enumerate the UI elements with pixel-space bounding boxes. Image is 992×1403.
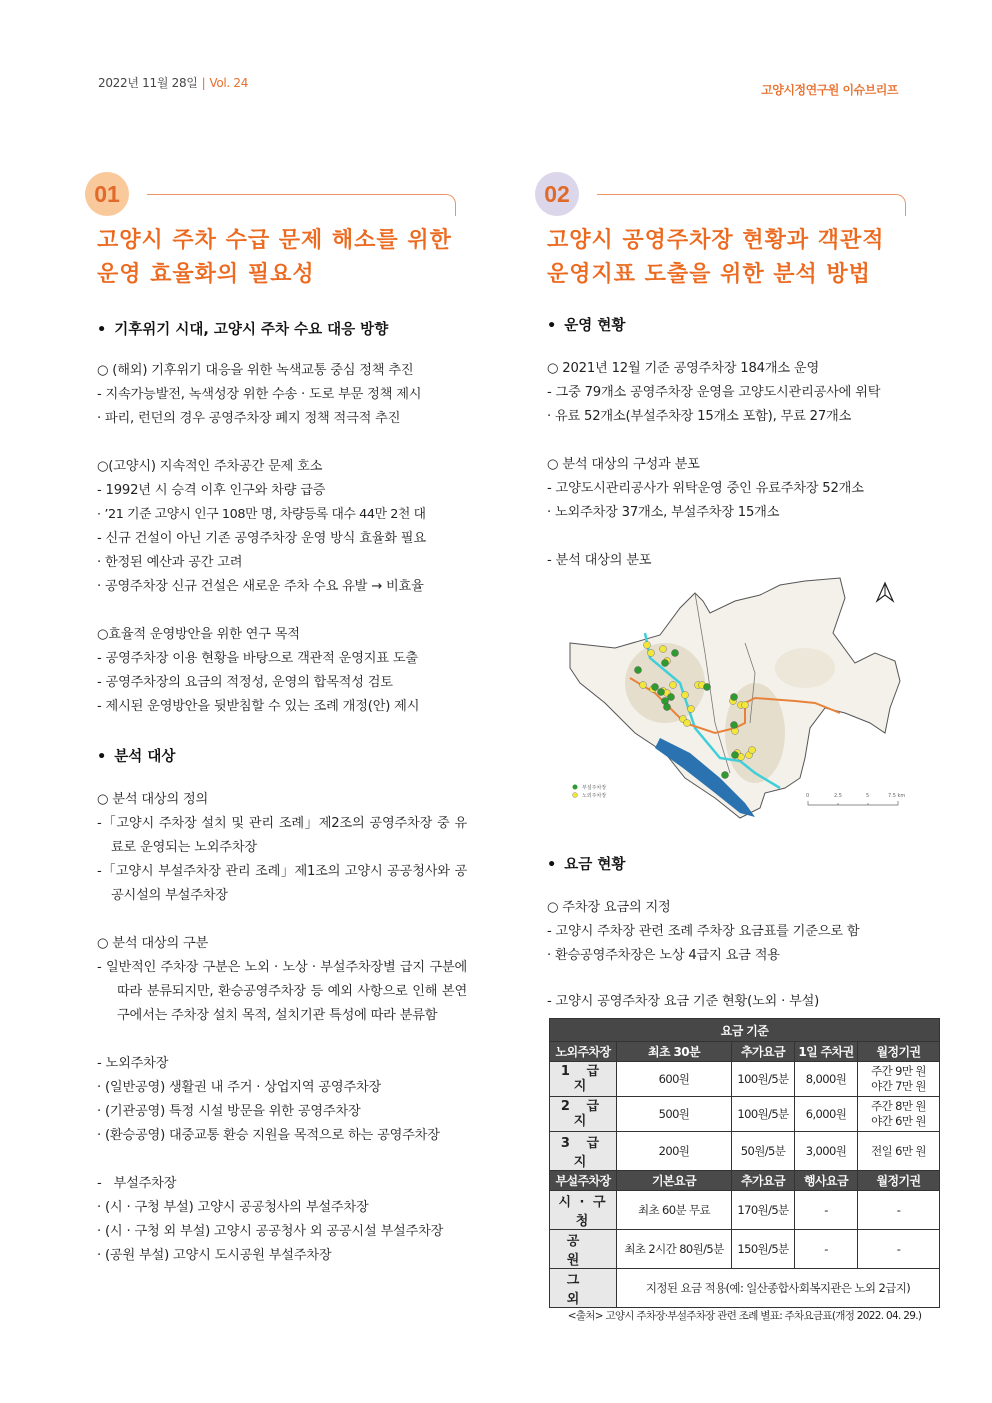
issue-date: 2022년 11월 28일: [98, 76, 198, 90]
section-02-title: [547, 224, 940, 292]
table-cell: 3,000원: [795, 1132, 858, 1171]
text-line: · 노외주차장 37개소, 부설주차장 15개소: [547, 505, 780, 520]
heading-operation-status: • 운영 현황: [547, 314, 940, 335]
map-graphic: [555, 573, 925, 823]
offstreet-parking-point: [688, 706, 695, 713]
attached-parking-point: [722, 772, 729, 779]
block-offstreet: [97, 1052, 465, 1148]
table-row: [550, 1132, 940, 1171]
table-cell: -: [795, 1230, 858, 1269]
block-attached: [97, 1172, 465, 1268]
table-cell: 최초 2시간 80원/5분: [617, 1230, 732, 1269]
text-line: ○ 분석 대상의 정의: [97, 792, 209, 807]
table-cell: 200원: [617, 1132, 732, 1171]
table-cell: 최초 60분 무료: [617, 1191, 732, 1230]
attached-parking-point: [652, 684, 659, 691]
issue-date-volume: [98, 74, 248, 91]
text-line: -「고양시 주차장 설치 및 관리 조례」제2조의 공영주차장 중 유료로 운영되는 노외주차장: [97, 816, 467, 855]
grade-cell: 3 급 지: [550, 1132, 617, 1171]
column-header: 최초 30분: [617, 1042, 732, 1062]
text-line: - 1992년 시 승격 이후 인구와 차량 급증: [97, 483, 326, 498]
text-line: · 파리, 런던의 경우 공영주차장 폐지 정책 적극적 추진: [97, 411, 401, 426]
attached-parking-point: [731, 694, 738, 701]
text-line: · ’21 기준 고양시 인구 108만 명, 차량등록 대수 44만 2천 대: [97, 507, 426, 522]
text-line: ○ 분석 대상의 구성과 분포: [547, 457, 700, 472]
section-02: [535, 172, 940, 1323]
text-line: - 부설주차장: [97, 1176, 177, 1191]
attached-parking-point: [664, 704, 671, 711]
text-line: · 유료 52개소(부설주차장 15개소 포함), 무료 27개소: [547, 409, 852, 424]
text-line: - 공영주차장의 요금의 적정성, 운영의 합목적성 검토: [97, 675, 393, 690]
north-arrow-icon: [877, 583, 893, 601]
text-line: - 노외주차장: [97, 1056, 169, 1071]
scale-tick: 0: [806, 793, 810, 799]
attached-parking-point: [635, 667, 642, 674]
text-line: - 공영주차장 이용 현황을 바탕으로 객관적 운영지표 도출: [97, 651, 418, 666]
text-line: · 공영주차장 신규 건설은 새로운 주차 수요 유발 → 비효율: [97, 579, 424, 594]
text-line: - 그중 79개소 공영주차장 운영을 고양도시관리공사에 위탁: [547, 385, 881, 400]
text-line: ○(고양시) 지속적인 주차공간 문제 호소: [97, 459, 323, 474]
publication-name: 고양시정연구원 이슈브리프: [761, 83, 898, 97]
title-line-1: 고양시 주차 수급 문제 해소를 위한: [97, 228, 452, 253]
block-research-goal: [97, 623, 465, 719]
attached-parking-point: [731, 722, 738, 729]
offstreet-parking-point: [644, 642, 651, 649]
block-composition: [547, 453, 940, 525]
table-cell: [858, 1097, 940, 1132]
scale-bar: [806, 793, 905, 805]
grade-cell: 1 급 지: [550, 1062, 617, 1097]
block-overseas: [97, 359, 465, 431]
title-line-2: 운영지표 도출을 위한 분석 방법: [547, 262, 871, 287]
section-header-line: [147, 194, 456, 216]
text-line: · (환승공영) 대중교통 환승 지원을 목적으로 하는 공영주차장: [97, 1128, 440, 1143]
block-fee-designation: [547, 896, 940, 968]
attached-parking-point: [704, 684, 711, 691]
text-line: - 일반적인 주차장 구분은 노외 · 노상 · 부설주차장별 급지 구분에 따라 분류되지만, 환승공영주차장 등 예외 사항으로 인해 본연구에서는 주차장 설치 목적, 설치기관 특성에 따라 분류함: [97, 960, 467, 1023]
column-header: 행사요금: [795, 1171, 858, 1191]
text-line: · 환승공영주차장은 노상 4급지 요금 적용: [547, 948, 780, 963]
type-cell: 시 · 구청: [550, 1191, 617, 1230]
attached-parking-point: [658, 689, 665, 696]
table-row: [550, 1191, 940, 1230]
text-line: ○ (해외) 기후위기 대응을 위한 녹색교통 중심 정책 추진: [97, 363, 414, 378]
map-caption: - 분석 대상의 분포: [547, 553, 652, 568]
scale-tick: 2.5: [834, 793, 842, 799]
table-caption: - 고양시 공영주차장 요금 기준 현황(노외 · 부설): [547, 994, 820, 1009]
table-cell: 6,000원: [795, 1097, 858, 1132]
legend-offstreet-label: 노외주차장: [582, 793, 607, 799]
legend-attached-label: 부설주차장: [582, 785, 607, 791]
legend-attached-marker: [573, 785, 578, 790]
volume-number: Vol. 24: [209, 76, 249, 90]
table-row: [550, 1230, 940, 1269]
attached-header-row: [550, 1171, 940, 1191]
legend-offstreet-marker: [573, 793, 578, 798]
table-cell: 50원/5분: [732, 1132, 795, 1171]
header-separator: |: [201, 76, 206, 90]
text-line: ○ 2021년 12월 기준 공영주차장 184개소 운영: [547, 361, 819, 376]
title-line-2: 운영 효율화의 필요성: [97, 262, 315, 287]
title-line-1: 고양시 공영주차장 현황과 객관적: [547, 228, 885, 253]
text-line: · (공원 부설) 고양시 도시공원 부설주차장: [97, 1248, 332, 1263]
table-cell: 150원/5분: [732, 1230, 795, 1269]
column-header: 추가요금: [732, 1042, 795, 1062]
section-01: [85, 172, 465, 1268]
column-header: 1일 주차권: [795, 1042, 858, 1062]
section-number-badge: 02: [535, 172, 579, 216]
text-line: ○ 분석 대상의 구분: [97, 936, 209, 951]
text-line: · (시 · 구청 부설) 고양시 공공청사의 부설주차장: [97, 1200, 369, 1215]
table-cell: [858, 1062, 940, 1097]
table-row: [550, 1269, 940, 1308]
type-cell: 공 원: [550, 1230, 617, 1269]
table-cell: 전일 6만 원: [858, 1132, 940, 1171]
table-cell: 600원: [617, 1062, 732, 1097]
offstreet-parking-point: [640, 682, 647, 689]
heading-climate: • 기후위기 시대, 고양시 주차 수요 대응 방향: [97, 318, 465, 339]
table-cell: -: [858, 1230, 940, 1269]
text-line: - 고양시 주차장 관련 조례 주차장 요금표를 기준으로 함: [547, 924, 860, 939]
heading-analysis-target: • 분석 대상: [97, 745, 465, 766]
offstreet-parking-point: [749, 747, 756, 754]
section-02-header: [535, 172, 940, 216]
text-line: -「고양시 부설주차장 관리 조례」제1조의 고양시 공공청사와 공공시설의 부설주차장: [97, 864, 467, 903]
attached-parking-point: [662, 660, 669, 667]
column-header: 월정기권: [858, 1042, 940, 1062]
column-header: 부설주차장: [550, 1171, 617, 1191]
attached-parking-point: [668, 694, 675, 701]
text-line: - 제시된 운영방안을 뒷받침할 수 있는 조례 개정(안) 제시: [97, 699, 420, 714]
type-cell: 그 외: [550, 1269, 617, 1308]
block-definition: [97, 788, 465, 908]
attached-parking-point: [732, 752, 739, 759]
text-line: ○ 주차장 요금의 지정: [547, 900, 671, 915]
offstreet-parking-point: [742, 702, 749, 709]
table-cell: -: [795, 1191, 858, 1230]
monthly-day: 주간 9만 원: [871, 1064, 926, 1078]
table-cell: 170원/5분: [732, 1191, 795, 1230]
parking-distribution-map: [555, 573, 925, 823]
block-operation: [547, 357, 940, 429]
table-cell: 지정된 요금 적용(예: 일산종합사회복지관은 노외 2급지): [617, 1269, 940, 1308]
scale-tick: 5: [866, 793, 870, 799]
text-line: · (시 · 구청 외 부설) 고양시 공공청사 외 공공시설 부설주차장: [97, 1224, 444, 1239]
table-cell: 8,000원: [795, 1062, 858, 1097]
monthly-night: 야간 7만 원: [871, 1079, 926, 1093]
table-row: [550, 1062, 940, 1097]
section-header-line: [597, 194, 906, 216]
offstreet-parking-point: [648, 650, 655, 657]
table-cell: 500원: [617, 1097, 732, 1132]
table-cell: 100원/5분: [732, 1097, 795, 1132]
offstreet-header-row: [550, 1042, 940, 1062]
text-line: · (일반공영) 생활권 내 주거 · 상업지역 공영주차장: [97, 1080, 382, 1095]
heading-fee-status: • 요금 현황: [547, 853, 940, 874]
column-header: 월정기권: [858, 1171, 940, 1191]
section-01-header: [85, 172, 465, 216]
column-header: 추가요금: [732, 1171, 795, 1191]
scale-tick: 7.5 km: [888, 793, 906, 799]
attached-parking-point: [672, 650, 679, 657]
text-line: - 신규 건설이 아닌 기존 공영주차장 운영 방식 효율화 필요: [97, 531, 426, 546]
offstreet-parking-point: [684, 720, 691, 727]
fee-table: [549, 1018, 940, 1308]
block-goyang: [97, 455, 465, 599]
offstreet-parking-point: [682, 692, 689, 699]
text-line: · 한정된 예산과 공간 고려: [97, 555, 243, 570]
block-classification: [97, 932, 465, 1028]
table-source: <출처> 고양시 주차장·부설주차장 관련 조례 별표: 주차요금표(개정 2022. 04. 29.): [567, 1310, 922, 1322]
text-line: · (기관공영) 특정 시설 방문을 위한 공영주차장: [97, 1104, 361, 1119]
offstreet-parking-point: [660, 646, 667, 653]
urban-area-east: [775, 648, 835, 688]
section-number-badge: 01: [85, 172, 129, 216]
monthly-day: 주간 8만 원: [871, 1099, 926, 1113]
text-line: - 지속가능발전, 녹색성장 위한 수송 · 도로 부문 정책 제시: [97, 387, 422, 402]
column-header: 노외주차장: [550, 1042, 617, 1062]
monthly-night: 야간 6만 원: [871, 1114, 926, 1128]
table-title: 요금 기준: [550, 1019, 940, 1042]
table-cell: -: [858, 1191, 940, 1230]
text-line: - 고양도시관리공사가 위탁운영 중인 유료주차장 52개소: [547, 481, 864, 496]
offstreet-parking-point: [670, 682, 677, 689]
text-line: ○효율적 운영방안을 위한 연구 목적: [97, 627, 300, 642]
section-01-title: [97, 224, 465, 292]
table-row: [550, 1097, 940, 1132]
table-cell: 100원/5분: [732, 1062, 795, 1097]
grade-cell: 2 급 지: [550, 1097, 617, 1132]
column-header: 기본요금: [617, 1171, 732, 1191]
